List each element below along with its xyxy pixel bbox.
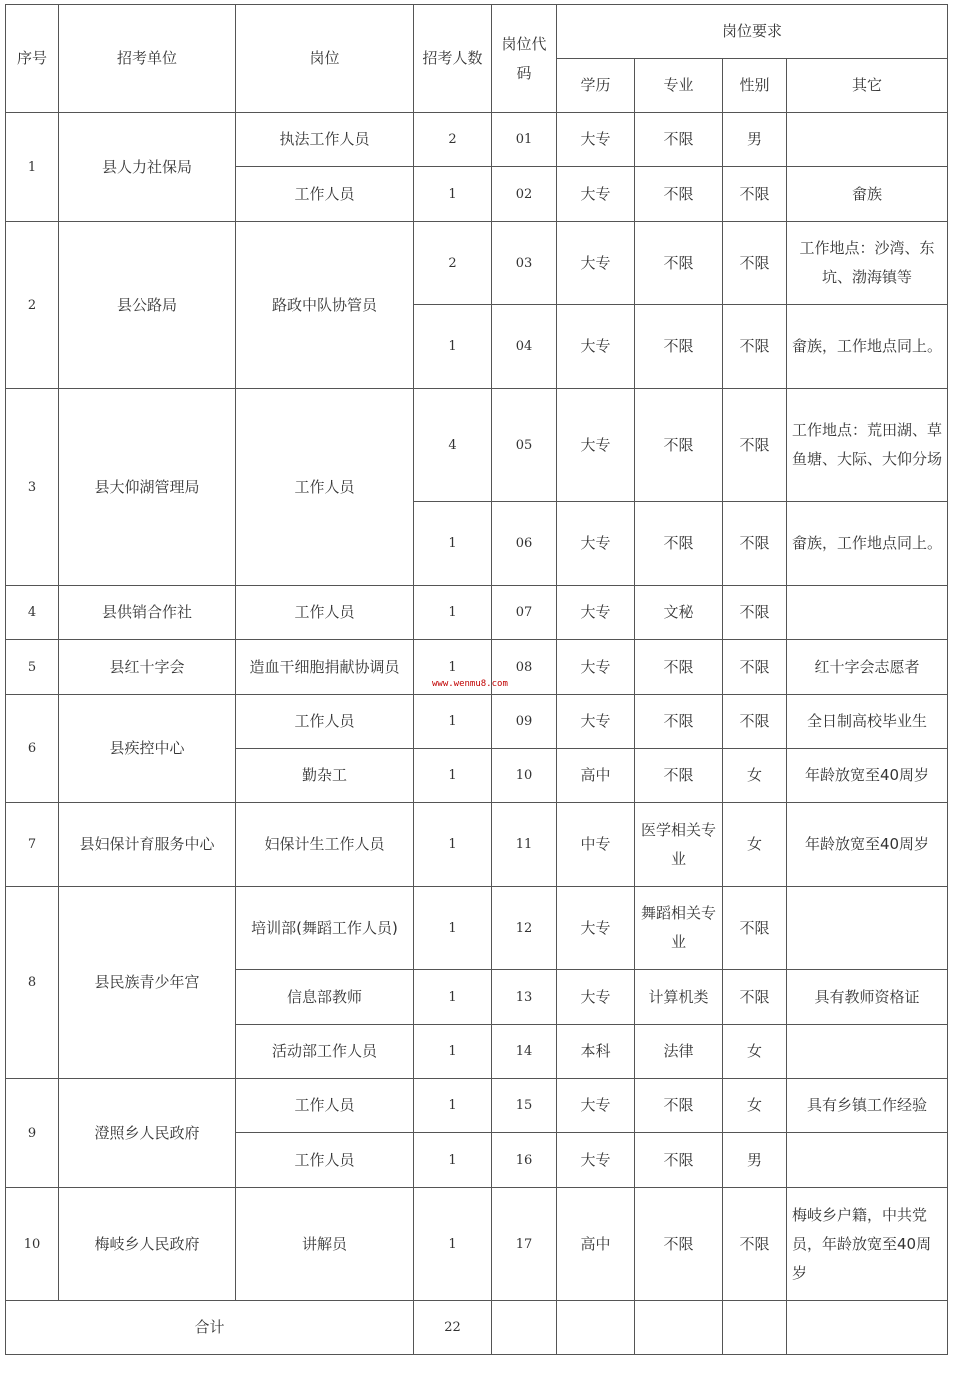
gender-cell: 不限 [723,640,787,695]
total-count: 22 [414,1301,492,1355]
code-cell: 01 [492,113,557,167]
position-cell: 路政中队协管员 [236,222,414,389]
total-label: 合计 [6,1301,414,1355]
seq-cell: 9 [6,1079,59,1188]
position-cell: 信息部教师 [236,970,414,1025]
major-cell: 不限 [635,1079,723,1133]
education-cell: 大专 [557,640,635,695]
code-cell: 16 [492,1133,557,1188]
count-cell: 1 [414,1188,492,1301]
major-cell: 计算机类 [635,970,723,1025]
count-cell: 1 [414,586,492,640]
position-cell: 工作人员 [236,167,414,222]
education-cell: 大专 [557,887,635,970]
header-unit: 招考单位 [59,5,236,113]
education-cell: 大专 [557,113,635,167]
seq-cell: 7 [6,803,59,887]
gender-cell: 男 [723,1133,787,1188]
empty-cell [492,1301,557,1355]
count-cell: 1 [414,695,492,749]
other-cell: 工作地点：沙湾、东坑、渤海镇等 [787,222,948,305]
code-cell: 08 [492,640,557,695]
other-cell [787,1025,948,1079]
gender-cell: 不限 [723,222,787,305]
gender-cell: 女 [723,749,787,803]
seq-cell: 10 [6,1188,59,1301]
code-cell: 10 [492,749,557,803]
other-cell: 年龄放宽至40周岁 [787,749,948,803]
major-cell: 不限 [635,113,723,167]
position-cell: 工作人员 [236,389,414,586]
education-cell: 大专 [557,389,635,502]
education-cell: 大专 [557,305,635,389]
position-cell: 工作人员 [236,1079,414,1133]
header-other: 其它 [787,59,948,113]
position-cell: 勤杂工 [236,749,414,803]
count-cell: 1 [414,502,492,586]
position-cell: 妇保计生工作人员 [236,803,414,887]
header-code: 岗位代码 [492,5,557,113]
empty-cell [787,1301,948,1355]
code-cell: 15 [492,1079,557,1133]
position-cell: 培训部(舞蹈工作人员) [236,887,414,970]
count-cell: 1 [414,887,492,970]
other-cell: 畲族，工作地点同上。 [787,305,948,389]
gender-cell: 男 [723,113,787,167]
unit-cell: 梅岐乡人民政府 [59,1188,236,1301]
gender-cell: 不限 [723,1188,787,1301]
gender-cell: 不限 [723,586,787,640]
table-row [6,389,948,502]
major-cell: 文秘 [635,586,723,640]
code-cell: 13 [492,970,557,1025]
position-cell: 工作人员 [236,695,414,749]
major-cell: 不限 [635,1133,723,1188]
code-cell: 04 [492,305,557,389]
table-row [6,113,948,167]
table-row [6,803,948,887]
code-cell: 17 [492,1188,557,1301]
header-gender: 性别 [723,59,787,113]
gender-cell: 不限 [723,887,787,970]
empty-cell [557,1301,635,1355]
other-cell: 具有教师资格证 [787,970,948,1025]
count-cell: 1 [414,640,492,695]
total-row [6,1301,948,1355]
seq-cell: 6 [6,695,59,803]
table-row [6,887,948,970]
count-cell: 1 [414,970,492,1025]
major-cell: 不限 [635,222,723,305]
code-cell: 09 [492,695,557,749]
position-cell: 活动部工作人员 [236,1025,414,1079]
major-cell: 医学相关专业 [635,803,723,887]
header-count: 招考人数 [414,5,492,113]
major-cell: 不限 [635,749,723,803]
header-requirements: 岗位要求 [557,5,948,59]
other-cell: 全日制高校毕业生 [787,695,948,749]
education-cell: 大专 [557,167,635,222]
count-cell: 1 [414,749,492,803]
unit-cell: 县人力社保局 [59,113,236,222]
seq-cell: 3 [6,389,59,586]
gender-cell: 不限 [723,305,787,389]
position-cell: 讲解员 [236,1188,414,1301]
code-cell: 02 [492,167,557,222]
major-cell: 不限 [635,389,723,502]
header-position: 岗位 [236,5,414,113]
code-cell: 12 [492,887,557,970]
major-cell: 不限 [635,502,723,586]
count-cell: 1 [414,1079,492,1133]
education-cell: 大专 [557,1079,635,1133]
major-cell: 不限 [635,695,723,749]
code-cell: 03 [492,222,557,305]
empty-cell [635,1301,723,1355]
count-cell: 1 [414,1025,492,1079]
education-cell: 大专 [557,502,635,586]
education-cell: 大专 [557,970,635,1025]
other-cell: 工作地点：荒田湖、草鱼塘、大际、大仰分场 [787,389,948,502]
count-cell: 1 [414,1133,492,1188]
unit-cell: 澄照乡人民政府 [59,1079,236,1188]
gender-cell: 不限 [723,389,787,502]
watermark-text: www.wenmu8.com [432,679,508,689]
other-cell: 红十字会志愿者 [787,640,948,695]
seq-cell: 5 [6,640,59,695]
table-row [6,1079,948,1133]
unit-cell: 县大仰湖管理局 [59,389,236,586]
count-cell: 1 [414,167,492,222]
gender-cell: 不限 [723,970,787,1025]
seq-cell: 8 [6,887,59,1079]
code-cell: 11 [492,803,557,887]
major-cell: 不限 [635,305,723,389]
unit-cell: 县红十字会 [59,640,236,695]
code-cell: 07 [492,586,557,640]
gender-cell: 女 [723,803,787,887]
count-cell: 1 [414,305,492,389]
education-cell: 大专 [557,222,635,305]
code-cell: 14 [492,1025,557,1079]
code-cell: 06 [492,502,557,586]
header-seq: 序号 [6,5,59,113]
position-cell: 造血干细胞捐献协调员 [236,640,414,695]
count-cell: 2 [414,113,492,167]
gender-cell: 不限 [723,167,787,222]
header-education: 学历 [557,59,635,113]
seq-cell: 4 [6,586,59,640]
education-cell: 本科 [557,1025,635,1079]
other-cell [787,1133,948,1188]
position-cell: 工作人员 [236,1133,414,1188]
header-major: 专业 [635,59,723,113]
count-cell: 2 [414,222,492,305]
education-cell: 大专 [557,695,635,749]
other-cell: 畲族，工作地点同上。 [787,502,948,586]
other-cell: 梅岐乡户籍，中共党员，年龄放宽至40周岁 [787,1188,948,1301]
education-cell: 高中 [557,749,635,803]
other-cell: 具有乡镇工作经验 [787,1079,948,1133]
major-cell: 不限 [635,1188,723,1301]
position-cell: 执法工作人员 [236,113,414,167]
seq-cell: 1 [6,113,59,222]
position-cell: 工作人员 [236,586,414,640]
seq-cell: 2 [6,222,59,389]
gender-cell: 女 [723,1079,787,1133]
unit-cell: 县疾控中心 [59,695,236,803]
major-cell: 舞蹈相关专业 [635,887,723,970]
other-cell [787,113,948,167]
education-cell: 高中 [557,1188,635,1301]
other-cell: 畲族 [787,167,948,222]
other-cell [787,586,948,640]
gender-cell: 不限 [723,502,787,586]
unit-cell: 县妇保计育服务中心 [59,803,236,887]
unit-cell: 县民族青少年宫 [59,887,236,1079]
other-cell [787,887,948,970]
table-row [6,695,948,749]
count-cell: 4 [414,389,492,502]
header-row [6,5,948,59]
major-cell: 不限 [635,167,723,222]
unit-cell: 县公路局 [59,222,236,389]
gender-cell: 不限 [723,695,787,749]
count-cell: 1 [414,803,492,887]
unit-cell: 县供销合作社 [59,586,236,640]
code-cell: 05 [492,389,557,502]
gender-cell: 女 [723,1025,787,1079]
education-cell: 大专 [557,586,635,640]
education-cell: 中专 [557,803,635,887]
table-row [6,586,948,640]
major-cell: 法律 [635,1025,723,1079]
major-cell: 不限 [635,640,723,695]
table-row [6,222,948,305]
other-cell: 年龄放宽至40周岁 [787,803,948,887]
empty-cell [723,1301,787,1355]
education-cell: 大专 [557,1133,635,1188]
table-row [6,1188,948,1301]
